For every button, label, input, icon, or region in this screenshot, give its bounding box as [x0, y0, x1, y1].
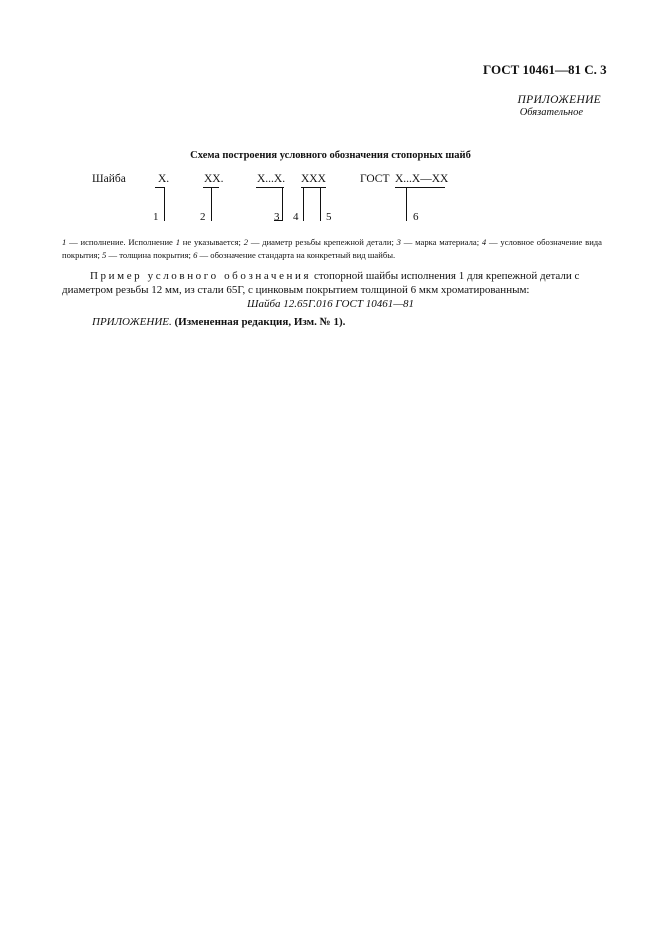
scheme-number-2: 2: [200, 211, 206, 223]
leader-3-top: [256, 187, 284, 188]
example-lead: Пример условного обозначения: [90, 270, 312, 282]
leader-3-vert: [282, 187, 283, 221]
leader-45-top: [301, 187, 326, 188]
scheme-part-2: ХХ.: [204, 173, 224, 185]
scheme-number-4: 4: [293, 211, 299, 223]
scheme-part-4-5: ХХХ: [301, 173, 326, 185]
leader-6-vert: [406, 187, 407, 221]
scheme-number-3: 3: [274, 211, 280, 223]
appendix-title: ПРИЛОЖЕНИЕ: [517, 94, 601, 106]
scheme-number-6: 6: [413, 211, 419, 223]
example-formula: Шайба 12.65Г.016 ГОСТ 10461—81: [247, 298, 414, 310]
leader-6-top: [395, 187, 445, 188]
leader-1-vert: [164, 187, 165, 221]
leader-2-vert: [211, 187, 212, 221]
appendix-note: ПРИЛОЖЕНИЕ. (Измененная редакция, Изм. № 1).: [92, 316, 346, 328]
scheme-number-1: 1: [153, 211, 159, 223]
scheme-word: Шайба: [92, 173, 126, 185]
scheme-part-1: Х.: [158, 173, 170, 185]
appendix-subtitle: Обязательное: [519, 107, 583, 118]
legend-text: 1 — исполнение. Исполнение 1 не указывается; 2 — диаметр резьбы крепежной детали; 3 — марка материала; 4 — условное обозначение вида покрытия; 5 — толщина покрытия; 6 — обозначение стандарта на конкретный вид шайбы.: [62, 237, 602, 260]
scheme-title: Схема построения условного обозначения стопорных шайб: [190, 150, 471, 161]
scheme-part-6: Х...Х—ХХ: [395, 173, 449, 185]
scheme-number-5: 5: [326, 211, 332, 223]
scheme-part-3: Х...Х.: [257, 173, 286, 185]
example-text: стопорной шайбы исполнения 1 для крепежной детали с диаметром резьбы 12 мм, из стали 65Г, с цинковым покрытием толщиной 6 мкм хроматированным:: [62, 270, 580, 296]
example-paragraph: [62, 270, 602, 297]
scheme-gost: ГОСТ: [360, 173, 390, 185]
leader-5-vert: [320, 187, 321, 221]
leader-4-vert: [303, 187, 304, 221]
page-header: ГОСТ 10461—81 С. 3: [483, 62, 607, 77]
